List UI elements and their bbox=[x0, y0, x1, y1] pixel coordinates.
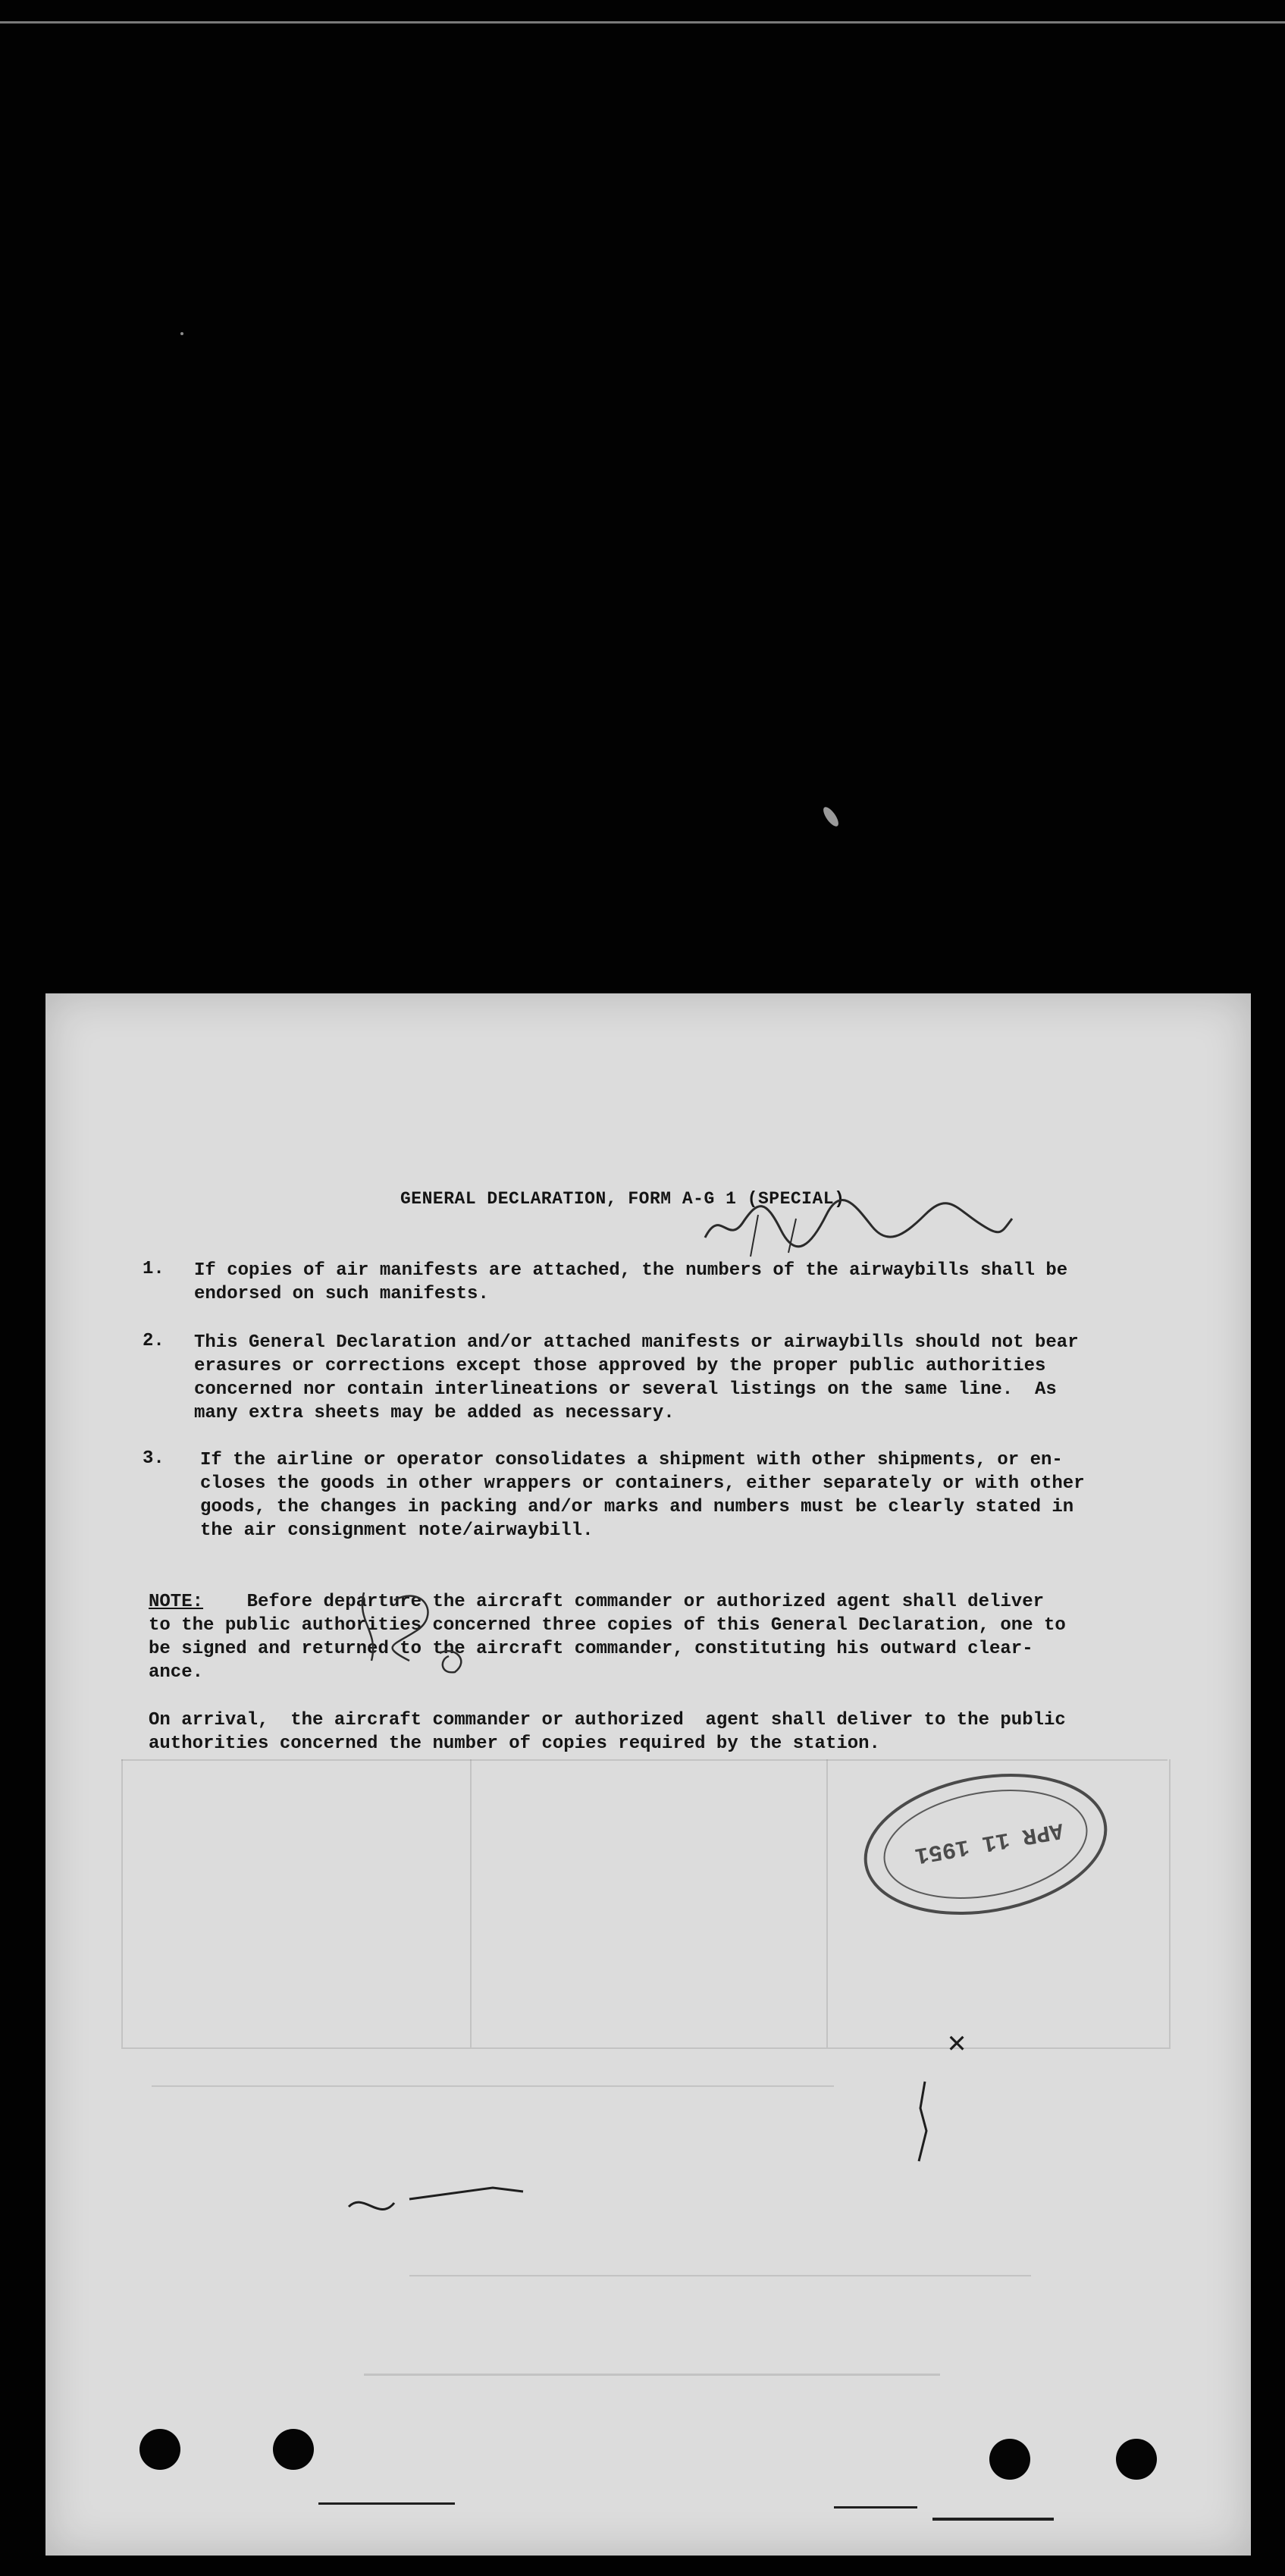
stamp-date: APR 11 1951 bbox=[913, 1816, 1065, 1868]
scratch-line bbox=[318, 2502, 455, 2505]
note-label: NOTE: bbox=[149, 1592, 204, 1612]
ghost-line bbox=[152, 2085, 834, 2087]
scan-speck bbox=[820, 805, 841, 828]
ghost-line bbox=[409, 2275, 1031, 2276]
item-1-line-2: endorsed on such manifests. bbox=[194, 1284, 489, 1304]
item-2-line-1: This General Declaration and/or attached manifests or airwaybills should not bear bbox=[194, 1332, 1079, 1353]
item-number: 2. bbox=[143, 1331, 165, 1351]
handwritten-mark bbox=[910, 2078, 940, 2169]
ghost-line bbox=[470, 1759, 472, 2047]
item-3-line-4: the air consignment note/airwaybill. bbox=[200, 1520, 594, 1541]
official-stamp bbox=[857, 1768, 1114, 1920]
item-3-line-2: closes the goods in other wrappers or containers, either separately or with other bbox=[200, 1473, 1085, 1494]
punch-hole bbox=[989, 2439, 1030, 2480]
note-line-3: be signed and returned to the aircraft commander, constituting his outward clear- bbox=[149, 1639, 1033, 1659]
note-line-1 bbox=[149, 1590, 1044, 1614]
handwritten-mark: ✕ bbox=[948, 2028, 967, 2062]
arrival-line-1: On arrival, the aircraft commander or authorized agent shall deliver to the public bbox=[149, 1710, 1066, 1730]
item-2-line-2: erasures or corrections except those approved by the proper public authorities bbox=[194, 1356, 1046, 1376]
scratch-line bbox=[834, 2506, 917, 2509]
ghost-line bbox=[364, 2374, 940, 2376]
item-3-line-1: If the airline or operator consolidates a shipment with other shipments, or en- bbox=[200, 1450, 1063, 1470]
punch-hole bbox=[1116, 2439, 1157, 2480]
handwritten-mark bbox=[334, 1577, 485, 1676]
page-title: GENERAL DECLARATION, FORM A-G 1 (SPECIAL) bbox=[400, 1189, 845, 1209]
scan-top-edge-line bbox=[0, 21, 1285, 24]
ghost-line bbox=[826, 1759, 828, 2047]
punch-hole bbox=[273, 2429, 314, 2470]
item-number: 3. bbox=[143, 1448, 165, 1469]
item-2-line-3: concerned nor contain interlineations or several listings on the same line. As bbox=[194, 1379, 1057, 1400]
scratch-line bbox=[932, 2518, 1054, 2521]
scan-speck bbox=[180, 332, 183, 335]
note-first-line: Before departure the aircraft commander or authorized agent shall deliver bbox=[246, 1592, 1044, 1612]
item-2-line-4: many extra sheets may be added as necessary. bbox=[194, 1403, 675, 1423]
item-3-line-3: goods, the changes in packing and/or marks and numbers must be clearly stated in bbox=[200, 1497, 1074, 1517]
document-page bbox=[45, 993, 1251, 2556]
arrival-line-2: authorities concerned the number of copies required by the station. bbox=[149, 1734, 880, 1754]
note-line-2: to the public authorities concerned three copies of this General Declaration, one to bbox=[149, 1615, 1066, 1636]
handwritten-signature bbox=[697, 1192, 1016, 1260]
handwritten-mark bbox=[341, 2176, 538, 2237]
note-line-4: ance. bbox=[149, 1662, 204, 1683]
item-1-line-1: If copies of air manifests are attached, the numbers of the airwaybills shall be bbox=[194, 1260, 1068, 1281]
item-number: 1. bbox=[143, 1259, 165, 1279]
punch-hole bbox=[139, 2429, 180, 2470]
